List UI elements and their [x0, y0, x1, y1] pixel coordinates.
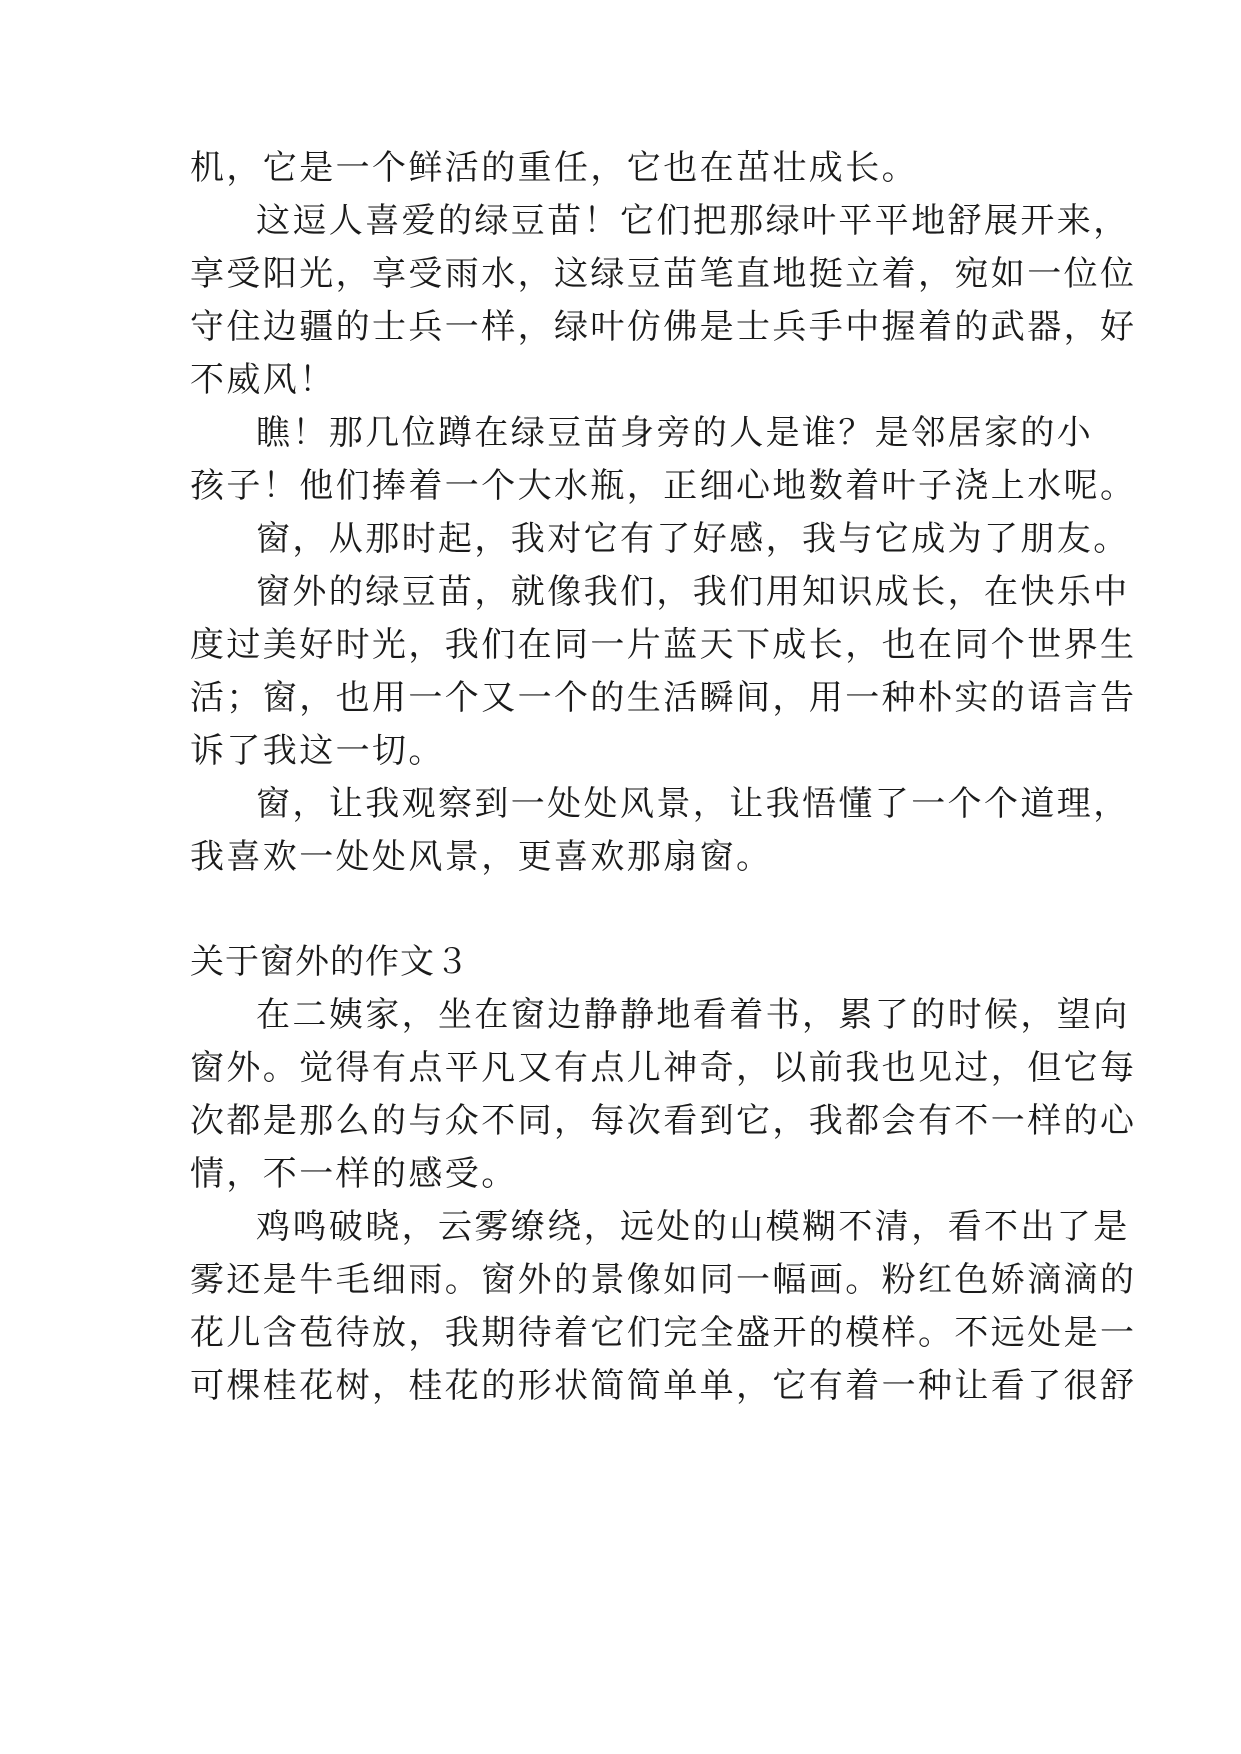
text-line: 窗，让我观察到一处处风景，让我悟懂了一个个道理，	[256, 784, 1130, 824]
text-line: 可棵桂花树，桂花的形状简简单单，它有着一种让看了很舒	[190, 1366, 1137, 1406]
text-line: 在二姨家，坐在窗边静静地看着书，累了的时候，望向	[256, 995, 1130, 1035]
text-line: 鸡鸣破晓，云雾缭绕，远处的山模糊不清，看不出了是	[256, 1207, 1130, 1247]
text-line: 这逗人喜爱的绿豆苗！它们把那绿叶平平地舒展开来，	[256, 201, 1130, 241]
text-line: 窗外。觉得有点平凡又有点儿神奇，以前我也见过，但它每	[190, 1048, 1137, 1088]
text-line: 情，不一样的感受。	[190, 1154, 518, 1194]
text-line: 瞧！那几位蹲在绿豆苗身旁的人是谁？是邻居家的小	[256, 413, 1094, 453]
text-line: 诉了我这一切。	[190, 731, 445, 771]
section-title: 关于窗外的作文３	[190, 942, 470, 982]
text-line: 我喜欢一处处风景，更喜欢那扇窗。	[190, 837, 773, 877]
text-line: 守住边疆的士兵一样，绿叶仿佛是士兵手中握着的武器，好	[190, 307, 1137, 347]
text-line: 度过美好时光，我们在同一片蓝天下成长，也在同个世界生	[190, 625, 1137, 665]
text-line: 机，它是一个鲜活的重任，它也在茁壮成长。	[190, 148, 918, 188]
text-line: 窗外的绿豆苗，就像我们，我们用知识成长，在快乐中	[256, 572, 1130, 612]
text-line: 不威风！	[190, 360, 336, 400]
text-line: 花儿含苞待放，我期待着它们完全盛开的模样。不远处是一	[190, 1313, 1137, 1353]
text-line: 雾还是牛毛细雨。窗外的景像如同一幅画。粉红色娇滴滴的	[190, 1260, 1137, 1300]
text-line: 次都是那么的与众不同，每次看到它，我都会有不一样的心	[190, 1101, 1137, 1141]
text-line: 活；窗，也用一个又一个的生活瞬间，用一种朴实的语言告	[190, 678, 1137, 718]
text-line: 孩子！他们捧着一个大水瓶，正细心地数着叶子浇上水呢。	[190, 466, 1137, 506]
text-line: 窗，从那时起，我对它有了好感，我与它成为了朋友。	[256, 519, 1130, 559]
text-line: 享受阳光，享受雨水，这绿豆苗笔直地挺立着，宛如一位位	[190, 254, 1137, 294]
